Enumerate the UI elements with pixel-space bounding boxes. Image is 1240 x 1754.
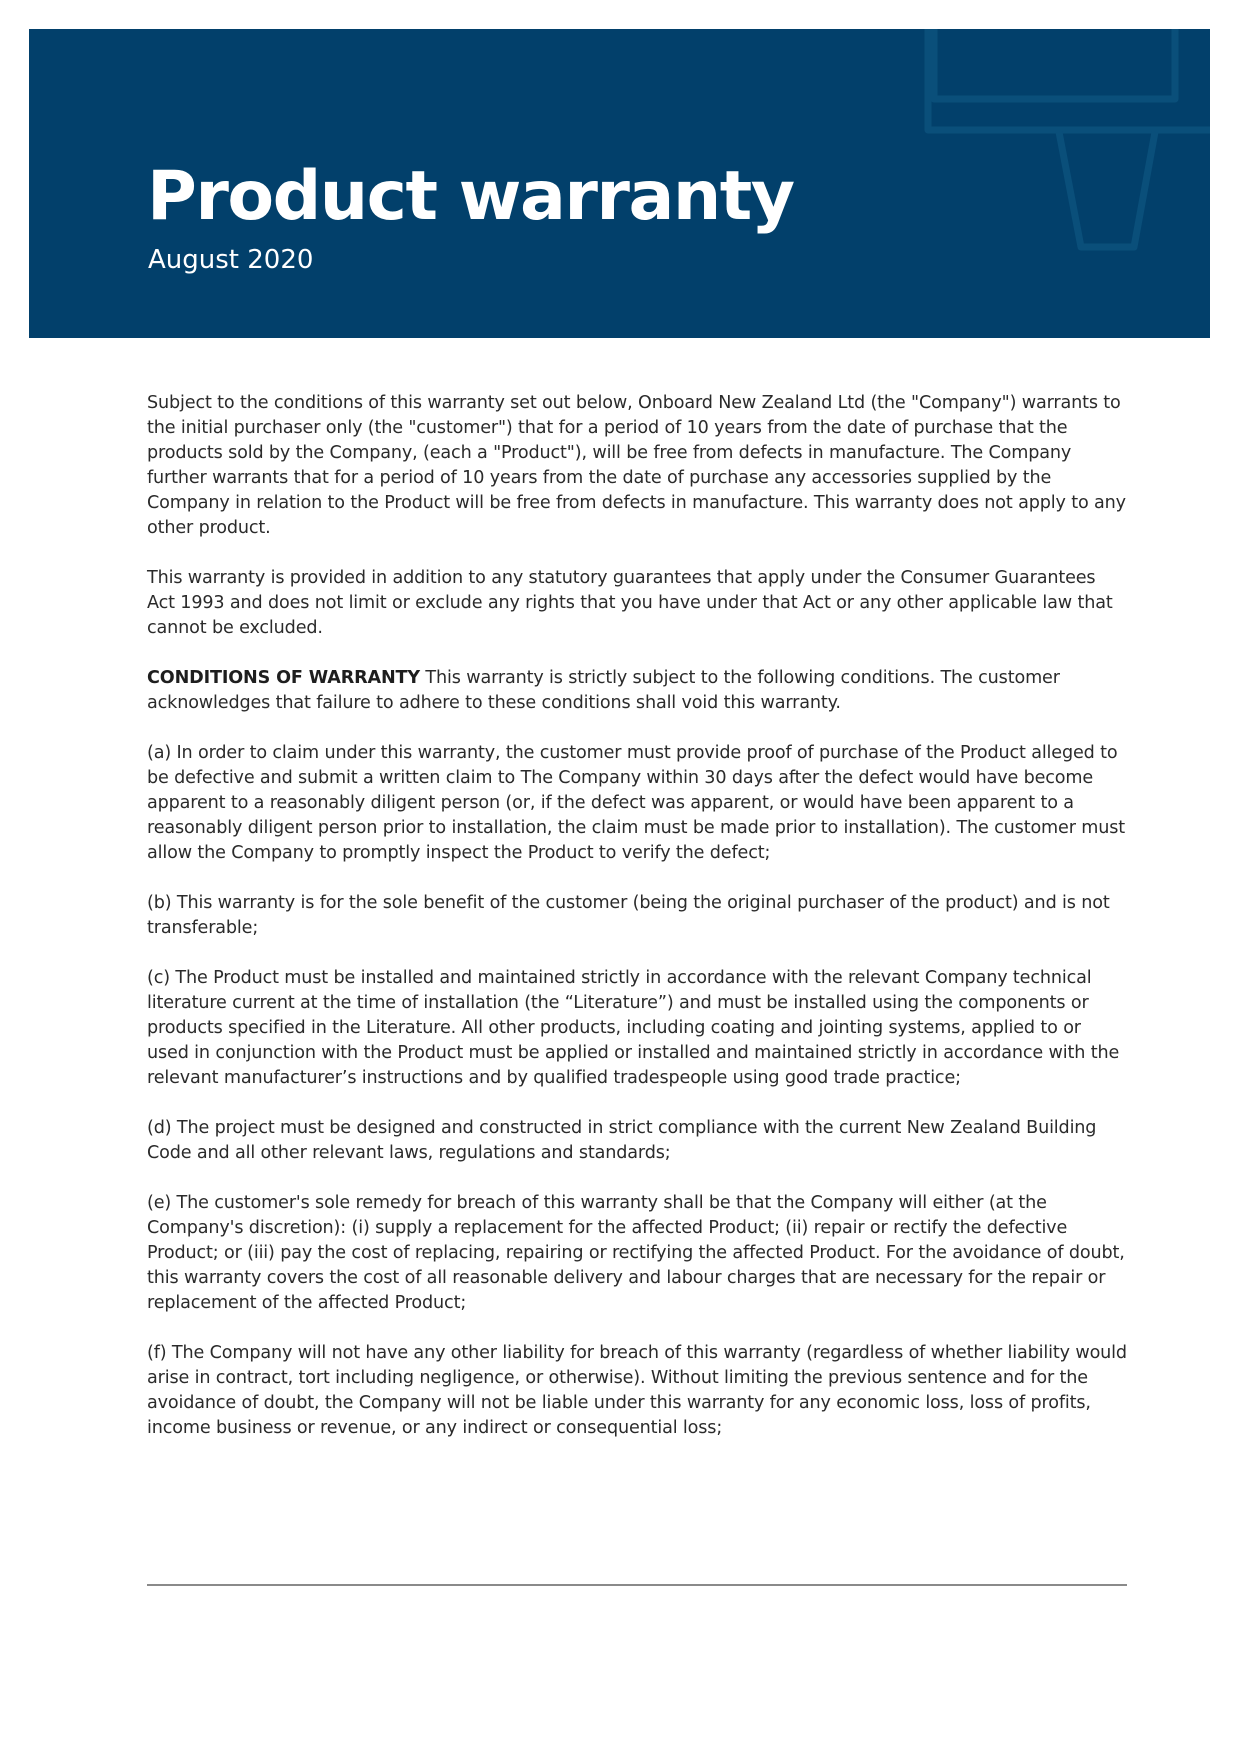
- conditions-heading: CONDITIONS OF WARRANTY: [147, 668, 420, 688]
- condition-c: (c) The Product must be installed and maintained strictly in accordance with the relevant Company technical literature current at the time of installation (the “Literature”) and must be installed using the components or products specified in the Literature. All other products, including coating and jointing systems, applied to or used in conjunction with the Product must be applied or installed and maintained strictly in accordance with the relevant manufacturer’s instructions and by qualified tradespeople using good trade practice;: [147, 968, 1120, 1088]
- document-body: [147, 391, 1127, 1466]
- document-date: August 2020: [148, 245, 314, 275]
- footer-divider: [147, 1584, 1127, 1586]
- page-title: Product warranty: [147, 157, 794, 236]
- conditions-intro-text: This warranty is strictly subject to the following conditions. The customer acknowledges that failure to adhere to these conditions shall void this warranty.: [147, 668, 1060, 713]
- intro-paragraph: Subject to the conditions of this warranty set out below, Onboard New Zealand Ltd (the "Company") warrants to the initial purchaser only (the "customer") that for a period of 10 years from the date of purchase that the products sold by the Company, (each a "Product"), will be free from defects in manufacture. The Company further warrants that for a period of 10 years from the date of purchase any accessories supplied by the Company in relation to the Product will be free from defects in manufacture. This warranty does not apply to any other product.: [147, 393, 1126, 538]
- condition-f: (f) The Company will not have any other liability for breach of this warranty (regardless of whether liability would arise in contract, tort including negligence, or otherwise). Without limiting the previous sentence and for the avoidance of doubt, the Company will not be liable under this warranty for any economic loss, loss of profits, income business or revenue, or any indirect or consequential loss;: [147, 1343, 1127, 1438]
- condition-b: (b) This warranty is for the sole benefit of the customer (being the original purchaser of the product) and is not transferable;: [147, 893, 1110, 938]
- condition-e: (e) The customer's sole remedy for breach of this warranty shall be that the Company will either (at the Company's discretion): (i) supply a replacement for the affected Product; (ii) repair or rectify the defective Product; or (iii) pay the cost of replacing, repairing or rectifying the affected Product. For the avoidance of doubt, this warranty covers the cost of all reasonable delivery and labour charges that are necessary for the repair or replacement of the affected Product;: [147, 1193, 1125, 1313]
- condition-d: (d) The project must be designed and constructed in strict compliance with the current New Zealand Building Code and all other relevant laws, regulations and standards;: [147, 1118, 1097, 1163]
- conditions-intro-paragraph: [147, 666, 1127, 716]
- statutory-paragraph: This warranty is provided in addition to any statutory guarantees that apply under the Consumer Guarantees Act 1993 and does not limit or exclude any rights that you have under that Act or any other applicable law that cannot be excluded.: [147, 568, 1113, 638]
- condition-a: (a) In order to claim under this warranty, the customer must provide proof of purchase of the Product alleged to be defective and submit a written claim to The Company within 30 days after the defect would have become apparent to a reasonably diligent person (or, if the defect was apparent, or would have been apparent to a reasonably diligent person prior to installation, the claim must be made prior to installation). The customer must allow the Company to promptly inspect the Product to verify the defect;: [147, 743, 1126, 863]
- header-band: [29, 29, 1210, 338]
